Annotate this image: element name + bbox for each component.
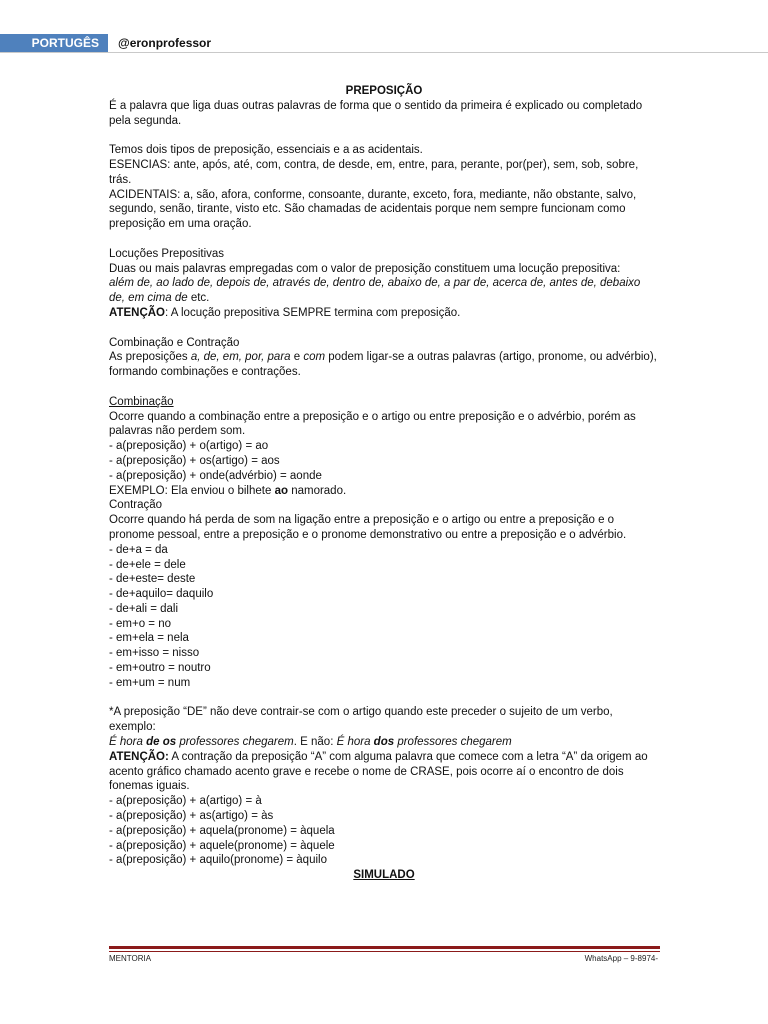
nota-exemplo <box>109 735 659 750</box>
subject-tag: PORTUGÊS <box>0 34 108 52</box>
list-item: - a(preposição) + aquela(pronome) = àquela <box>109 824 335 837</box>
list-item: - de+este= deste <box>109 573 196 586</box>
list-item: - a(preposição) + os(artigo) = aos <box>109 454 280 467</box>
combinacao-contracao-text <box>109 350 659 380</box>
page-title: PREPOSIÇÃO <box>345 85 423 97</box>
list-item: - em+outro = noutro <box>109 662 211 675</box>
list-item: - de+a = da <box>109 543 168 556</box>
list-item: - de+ali = dali <box>109 602 179 615</box>
footer-divider <box>109 946 660 949</box>
list-item: - de+aquilo= daquilo <box>109 588 214 601</box>
nota-text: *A preposição “DE” não deve contrair-se com o artigo quando este preceder o sujeito de um verbo, exemplo: <box>109 706 613 734</box>
contracao-heading: Contração <box>109 499 163 512</box>
cc-preps-1: a, de, em, por, para <box>190 351 291 364</box>
cc-text-2: e <box>290 351 304 364</box>
locucoes-examples <box>109 276 659 306</box>
crase-label: ATENÇÃO: <box>109 750 169 763</box>
list-item: - de+ele = dele <box>109 558 186 571</box>
exemplo-post: namorado. <box>288 484 347 497</box>
nota-ex-e: É hora <box>336 736 374 749</box>
acidentais-paragraph: ACIDENTAIS: a, são, afora, conforme, consoante, durante, exceto, fora, mediante, não obstante, salvo, segundo, senão, tirante, visto etc. São chamadas de acidentais porque nem sempre funcionam como preposição em uma oração. <box>109 188 637 231</box>
simulado-heading: SIMULADO <box>353 869 415 882</box>
essenciais-paragraph: ESENCIAS: ante, após, até, com, contra, de desde, em, entre, para, perante, por(per), sem, sob, sobre, trás. <box>109 158 639 186</box>
author-handle: @eronprofessor <box>118 36 212 50</box>
list-item: - a(preposição) + aquilo(pronome) = àquilo <box>109 854 327 867</box>
locucoes-examples-italic: além de, ao lado de, depois de, através de, dentro de, abaixo de, a par de, acerca de, antes de, debaixo de, em cima de <box>109 277 641 305</box>
footer-right-text: WhatsApp – 9-8974- <box>584 954 658 963</box>
spacer <box>109 380 659 395</box>
list-item: - a(preposição) + aquele(pronome) = àquele <box>109 839 335 852</box>
combinacao-text: Ocorre quando a combinação entre a preposição e o artigo ou entre preposição e o advérbio, porém as palavras não perdem som. <box>109 410 636 438</box>
footer-left-text: MENTORIA <box>109 954 152 963</box>
list-item: - em+ela = nela <box>109 632 189 645</box>
exemplo-pre: EXEMPLO: Ela enviou o bilhete <box>109 484 275 497</box>
locucoes-examples-tail: etc. <box>187 292 210 305</box>
list-item: - em+um = num <box>109 676 191 689</box>
list-item: - em+o = no <box>109 617 172 630</box>
cc-text-3: podem ligar-se a outras palavras (artigo, pronome, ou advérbio), formando combinações e contrações. <box>109 351 657 379</box>
locucoes-atencao <box>109 306 659 321</box>
footer-divider-thin <box>109 951 660 952</box>
nota-ex-d: . E não: <box>293 736 337 749</box>
types-line: Temos dois tipos de preposição, essenciais e a as acidentais. <box>109 144 423 157</box>
spacer <box>109 128 659 143</box>
combinacao-exemplo <box>109 484 659 499</box>
cc-preps-2: com <box>303 351 326 364</box>
list-item: - a(preposição) + o(artigo) = ao <box>109 440 269 453</box>
exemplo-bold: ao <box>274 484 288 497</box>
spacer <box>109 691 659 706</box>
list-item: - em+isso = nisso <box>109 647 200 660</box>
locucoes-heading: Locuções Prepositivas <box>109 247 225 260</box>
combinacao-contracao-heading: Combinação e Contração <box>109 336 240 349</box>
list-item: - a(preposição) + a(artigo) = à <box>109 795 262 808</box>
header-divider <box>0 52 768 53</box>
combinacao-heading: Combinação <box>109 395 174 408</box>
spacer <box>109 232 659 247</box>
atencao-label: ATENÇÃO <box>109 306 166 319</box>
nota-ex-a: É hora <box>109 736 147 749</box>
intro-paragraph: É a palavra que liga duas outras palavras de forma que o sentido da primeira é explicado ou completado pela segunda. <box>109 99 643 127</box>
locucoes-text: Duas ou mais palavras empregadas com o valor de preposição constituem uma locução prepositiva: <box>109 262 621 275</box>
contracao-text: Ocorre quando há perda de som na ligação entre a preposição e o artigo ou entre a preposição e o pronome pessoal, entre a preposição e o pronome demonstrativo ou entre a preposição e o advérbio. <box>109 514 627 541</box>
cc-text-1: As preposições <box>109 351 191 364</box>
nota-ex-c: professores chegarem <box>176 736 294 749</box>
crase-text: A contração da preposição “A” com alguma palavra que comece com a letra “A” da origem ao acento gráfico chamado acento grave e recebe o nome de CRASE, pois ocorre aí o encontro de dois fonemas iguais. <box>109 750 648 793</box>
atencao-text: : A locução prepositiva SEMPRE termina com preposição. <box>165 306 461 319</box>
list-item: - a(preposição) + onde(advérbio) = aonde <box>109 469 322 482</box>
nota-ex-g: professores chegarem <box>394 736 512 749</box>
spacer <box>109 321 659 336</box>
document-body <box>109 84 659 883</box>
nota-ex-b: de os <box>146 736 177 749</box>
crase-paragraph <box>109 750 659 794</box>
list-item: - a(preposição) + as(artigo) = às <box>109 810 274 823</box>
nota-ex-f: dos <box>373 736 395 749</box>
page-header <box>0 34 768 52</box>
